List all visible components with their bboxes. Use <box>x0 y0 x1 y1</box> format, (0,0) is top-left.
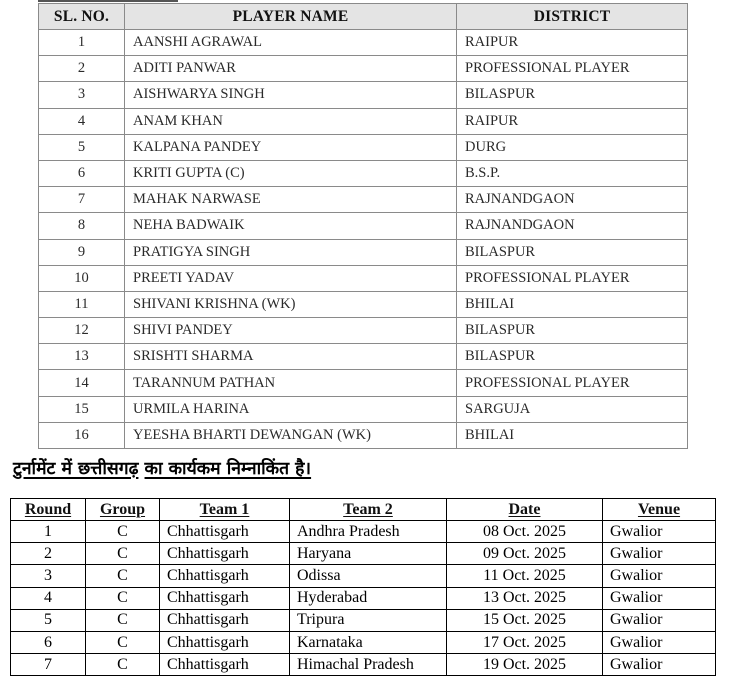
table-row <box>11 543 716 565</box>
header-player-name: PLAYER NAME <box>125 4 457 30</box>
cell-team1: Chhattisgarh <box>160 587 290 609</box>
cell-team2: Haryana <box>290 543 447 565</box>
cell-round: 5 <box>11 609 86 631</box>
cell-district: DURG <box>457 134 688 160</box>
cell-district: RAIPUR <box>457 108 688 134</box>
players-body <box>39 30 688 449</box>
header-sl-no: SL. NO. <box>39 4 125 30</box>
table-row <box>39 56 688 82</box>
cell-team1: Chhattisgarh <box>160 654 290 676</box>
schedule-heading <box>13 456 311 480</box>
cell-date: 08 Oct. 2025 <box>447 521 603 543</box>
cell-venue: Gwalior <box>603 631 716 653</box>
header-date: Date <box>447 499 603 521</box>
header-round: Round <box>11 499 86 521</box>
cell-sl-no: 7 <box>39 187 125 213</box>
cell-district: RAIPUR <box>457 30 688 56</box>
cell-sl-no: 3 <box>39 82 125 108</box>
table-row <box>39 344 688 370</box>
cell-district: B.S.P. <box>457 160 688 186</box>
players-table <box>38 3 688 449</box>
schedule-header-row <box>11 499 716 521</box>
cell-group: C <box>86 521 160 543</box>
players-header-row <box>39 4 688 30</box>
cell-team1: Chhattisgarh <box>160 631 290 653</box>
cell-district: BILASPUR <box>457 239 688 265</box>
cell-date: 11 Oct. 2025 <box>447 565 603 587</box>
cell-sl-no: 5 <box>39 134 125 160</box>
table-row <box>39 108 688 134</box>
cell-sl-no: 6 <box>39 160 125 186</box>
cell-district: SARGUJA <box>457 396 688 422</box>
cell-player-name: AANSHI AGRAWAL <box>125 30 457 56</box>
cell-district: PROFESSIONAL PLAYER <box>457 370 688 396</box>
cell-player-name: AISHWARYA SINGH <box>125 82 457 108</box>
cell-group: C <box>86 587 160 609</box>
header-team2: Team 2 <box>290 499 447 521</box>
cell-team1: Chhattisgarh <box>160 565 290 587</box>
cell-round: 1 <box>11 521 86 543</box>
table-row <box>39 396 688 422</box>
cell-round: 4 <box>11 587 86 609</box>
table-row <box>11 565 716 587</box>
table-row <box>39 160 688 186</box>
cell-player-name: NEHA BADWAIK <box>125 213 457 239</box>
cell-group: C <box>86 565 160 587</box>
cell-venue: Gwalior <box>603 565 716 587</box>
cell-player-name: KALPANA PANDEY <box>125 134 457 160</box>
table-row <box>39 291 688 317</box>
table-row <box>39 422 688 448</box>
cell-round: 2 <box>11 543 86 565</box>
table-row <box>39 265 688 291</box>
cell-sl-no: 15 <box>39 396 125 422</box>
cell-date: 09 Oct. 2025 <box>447 543 603 565</box>
cell-sl-no: 2 <box>39 56 125 82</box>
cell-round: 6 <box>11 631 86 653</box>
cell-player-name: MAHAK NARWASE <box>125 187 457 213</box>
header-team1: Team 1 <box>160 499 290 521</box>
table-row <box>11 609 716 631</box>
cell-sl-no: 13 <box>39 344 125 370</box>
schedule-table <box>10 498 716 676</box>
header-venue: Venue <box>603 499 716 521</box>
cell-team2: Tripura <box>290 609 447 631</box>
cell-player-name: PREETI YADAV <box>125 265 457 291</box>
cell-venue: Gwalior <box>603 521 716 543</box>
cell-team1: Chhattisgarh <box>160 543 290 565</box>
cell-team1: Chhattisgarh <box>160 521 290 543</box>
cell-player-name: SRISHTI SHARMA <box>125 344 457 370</box>
cell-player-name: ANAM KHAN <box>125 108 457 134</box>
cell-district: BHILAI <box>457 291 688 317</box>
cell-sl-no: 12 <box>39 318 125 344</box>
cell-date: 13 Oct. 2025 <box>447 587 603 609</box>
cell-date: 17 Oct. 2025 <box>447 631 603 653</box>
cell-date: 19 Oct. 2025 <box>447 654 603 676</box>
cell-team2: Himachal Pradesh <box>290 654 447 676</box>
table-row <box>39 82 688 108</box>
cell-district: RAJNANDGAON <box>457 187 688 213</box>
cell-district: PROFESSIONAL PLAYER <box>457 56 688 82</box>
cell-team2: Andhra Pradesh <box>290 521 447 543</box>
cell-sl-no: 11 <box>39 291 125 317</box>
cell-player-name: SHIVANI KRISHNA (WK) <box>125 291 457 317</box>
cell-sl-no: 4 <box>39 108 125 134</box>
cell-group: C <box>86 654 160 676</box>
cell-venue: Gwalior <box>603 543 716 565</box>
cell-district: RAJNANDGAON <box>457 213 688 239</box>
cell-district: BILASPUR <box>457 318 688 344</box>
cell-player-name: PRATIGYA SINGH <box>125 239 457 265</box>
cell-team2: Karnataka <box>290 631 447 653</box>
schedule-heading-part1: टुर्नामेंट में छत्तीसगढ़ <box>13 459 139 479</box>
cell-venue: Gwalior <box>603 587 716 609</box>
table-row <box>39 239 688 265</box>
cell-sl-no: 10 <box>39 265 125 291</box>
cell-district: BILASPUR <box>457 344 688 370</box>
cell-round: 3 <box>11 565 86 587</box>
cell-group: C <box>86 543 160 565</box>
table-row <box>39 187 688 213</box>
cell-team2: Odissa <box>290 565 447 587</box>
table-row <box>11 587 716 609</box>
table-row <box>39 30 688 56</box>
cell-player-name: KRITI GUPTA (C) <box>125 160 457 186</box>
schedule-body <box>11 521 716 676</box>
cell-sl-no: 14 <box>39 370 125 396</box>
cell-player-name: SHIVI PANDEY <box>125 318 457 344</box>
cell-district: BHILAI <box>457 422 688 448</box>
table-row <box>39 213 688 239</box>
cell-district: PROFESSIONAL PLAYER <box>457 265 688 291</box>
cell-round: 7 <box>11 654 86 676</box>
cell-player-name: TARANNUM PATHAN <box>125 370 457 396</box>
cell-player-name: YEESHA BHARTI DEWANGAN (WK) <box>125 422 457 448</box>
cell-sl-no: 16 <box>39 422 125 448</box>
cell-date: 15 Oct. 2025 <box>447 609 603 631</box>
cell-venue: Gwalior <box>603 654 716 676</box>
table-row <box>39 318 688 344</box>
cell-venue: Gwalior <box>603 609 716 631</box>
top-rule <box>38 0 178 2</box>
table-row <box>11 631 716 653</box>
cell-player-name: ADITI PANWAR <box>125 56 457 82</box>
cell-sl-no: 8 <box>39 213 125 239</box>
cell-district: BILASPUR <box>457 82 688 108</box>
header-district: DISTRICT <box>457 4 688 30</box>
table-row <box>11 654 716 676</box>
cell-group: C <box>86 631 160 653</box>
cell-team1: Chhattisgarh <box>160 609 290 631</box>
table-row <box>11 521 716 543</box>
cell-team2: Hyderabad <box>290 587 447 609</box>
table-row <box>39 370 688 396</box>
header-group: Group <box>86 499 160 521</box>
cell-group: C <box>86 609 160 631</box>
schedule-heading-part2: का कार्यकम निम्नाकिंत है। <box>144 459 312 479</box>
cell-sl-no: 1 <box>39 30 125 56</box>
cell-player-name: URMILA HARINA <box>125 396 457 422</box>
table-row <box>39 134 688 160</box>
cell-sl-no: 9 <box>39 239 125 265</box>
